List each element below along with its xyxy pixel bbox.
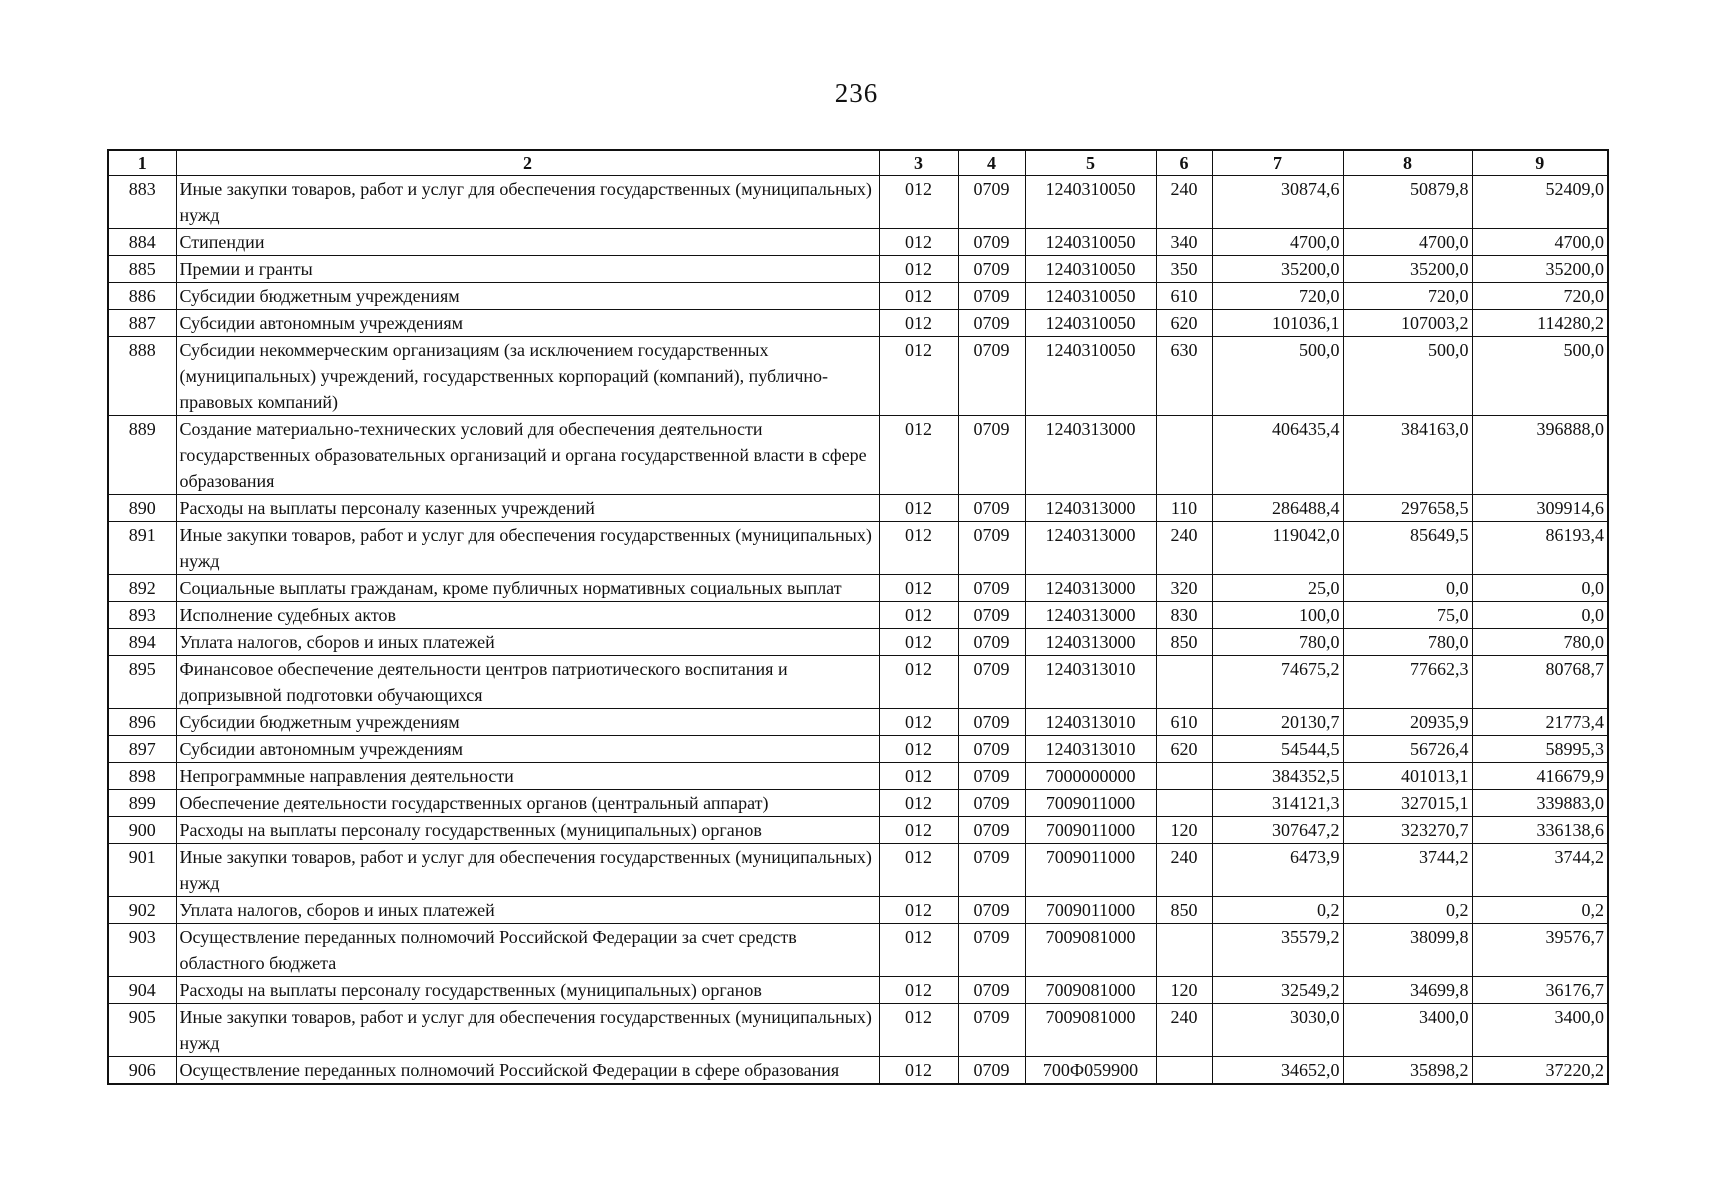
target-article-cell: 1240310050 (1025, 310, 1156, 337)
target-article-cell: 1240313000 (1025, 416, 1156, 495)
expense-type-cell: 620 (1156, 310, 1212, 337)
table-row (108, 790, 1608, 817)
target-article-cell: 7009011000 (1025, 817, 1156, 844)
ministry-code-cell: 012 (879, 924, 958, 977)
amount-col-9-cell: 114280,2 (1472, 310, 1608, 337)
amount-col-9-cell: 0,0 (1472, 602, 1608, 629)
description-cell: Создание материально-технических условий для обеспечения деятельности государственных образовательных организаций и органа государственной власти в сфере образования (176, 416, 879, 495)
header-col-9: 9 (1472, 150, 1608, 176)
description-cell: Премии и гранты (176, 256, 879, 283)
amount-col-7-cell: 4700,0 (1212, 229, 1343, 256)
expense-type-cell: 620 (1156, 736, 1212, 763)
expense-type-cell: 830 (1156, 602, 1212, 629)
amount-col-9-cell: 80768,7 (1472, 656, 1608, 709)
budget-table (107, 149, 1609, 1085)
amount-col-9-cell: 0,0 (1472, 575, 1608, 602)
ministry-code-cell: 012 (879, 656, 958, 709)
amount-col-9-cell: 36176,7 (1472, 977, 1608, 1004)
header-col-7: 7 (1212, 150, 1343, 176)
section-code-cell: 0709 (958, 656, 1025, 709)
amount-col-7-cell: 119042,0 (1212, 522, 1343, 575)
amount-col-7-cell: 25,0 (1212, 575, 1343, 602)
table-row (108, 897, 1608, 924)
section-code-cell: 0709 (958, 283, 1025, 310)
expense-type-cell: 120 (1156, 817, 1212, 844)
amount-col-8-cell: 50879,8 (1343, 176, 1472, 229)
amount-col-8-cell: 34699,8 (1343, 977, 1472, 1004)
table-row (108, 709, 1608, 736)
ministry-code-cell: 012 (879, 629, 958, 656)
ministry-code-cell: 012 (879, 709, 958, 736)
amount-col-8-cell: 500,0 (1343, 337, 1472, 416)
amount-col-7-cell: 35200,0 (1212, 256, 1343, 283)
table-row (108, 416, 1608, 495)
amount-col-8-cell: 20935,9 (1343, 709, 1472, 736)
description-cell: Иные закупки товаров, работ и услуг для обеспечения государственных (муниципальных) нужд (176, 844, 879, 897)
amount-col-7-cell: 314121,3 (1212, 790, 1343, 817)
amount-col-8-cell: 77662,3 (1343, 656, 1472, 709)
ministry-code-cell: 012 (879, 897, 958, 924)
row-number-cell: 895 (108, 656, 176, 709)
target-article-cell: 1240313000 (1025, 495, 1156, 522)
target-article-cell: 1240310050 (1025, 176, 1156, 229)
description-cell: Расходы на выплаты персоналу государственных (муниципальных) органов (176, 977, 879, 1004)
amount-col-9-cell: 416679,9 (1472, 763, 1608, 790)
table-row (108, 817, 1608, 844)
ministry-code-cell: 012 (879, 416, 958, 495)
amount-col-7-cell: 32549,2 (1212, 977, 1343, 1004)
ministry-code-cell: 012 (879, 602, 958, 629)
amount-col-9-cell: 3744,2 (1472, 844, 1608, 897)
section-code-cell: 0709 (958, 817, 1025, 844)
section-code-cell: 0709 (958, 310, 1025, 337)
amount-col-8-cell: 107003,2 (1343, 310, 1472, 337)
amount-col-8-cell: 0,2 (1343, 897, 1472, 924)
amount-col-7-cell: 500,0 (1212, 337, 1343, 416)
amount-col-9-cell: 52409,0 (1472, 176, 1608, 229)
expense-type-cell: 240 (1156, 844, 1212, 897)
target-article-cell: 7009081000 (1025, 924, 1156, 977)
target-article-cell: 1240313010 (1025, 656, 1156, 709)
amount-col-9-cell: 396888,0 (1472, 416, 1608, 495)
target-article-cell: 1240313000 (1025, 602, 1156, 629)
target-article-cell: 1240313000 (1025, 575, 1156, 602)
header-col-4: 4 (958, 150, 1025, 176)
ministry-code-cell: 012 (879, 310, 958, 337)
section-code-cell: 0709 (958, 977, 1025, 1004)
amount-col-8-cell: 75,0 (1343, 602, 1472, 629)
amount-col-8-cell: 0,0 (1343, 575, 1472, 602)
amount-col-7-cell: 34652,0 (1212, 1057, 1343, 1085)
table-row (108, 656, 1608, 709)
description-cell: Непрограммные направления деятельности (176, 763, 879, 790)
amount-col-9-cell: 309914,6 (1472, 495, 1608, 522)
row-number-cell: 889 (108, 416, 176, 495)
row-number-cell: 902 (108, 897, 176, 924)
table-body (108, 176, 1608, 1085)
description-cell: Финансовое обеспечение деятельности центров патриотического воспитания и допризывной подготовки обучающихся (176, 656, 879, 709)
amount-col-7-cell: 20130,7 (1212, 709, 1343, 736)
amount-col-7-cell: 100,0 (1212, 602, 1343, 629)
table-row (108, 337, 1608, 416)
amount-col-7-cell: 780,0 (1212, 629, 1343, 656)
amount-col-9-cell: 21773,4 (1472, 709, 1608, 736)
row-number-cell: 894 (108, 629, 176, 656)
table-row (108, 310, 1608, 337)
amount-col-9-cell: 58995,3 (1472, 736, 1608, 763)
expense-type-cell: 610 (1156, 709, 1212, 736)
amount-col-8-cell: 38099,8 (1343, 924, 1472, 977)
header-col-1: 1 (108, 150, 176, 176)
amount-col-9-cell: 780,0 (1472, 629, 1608, 656)
amount-col-9-cell: 37220,2 (1472, 1057, 1608, 1085)
target-article-cell: 1240310050 (1025, 337, 1156, 416)
amount-col-9-cell: 35200,0 (1472, 256, 1608, 283)
description-cell: Исполнение судебных актов (176, 602, 879, 629)
header-col-6: 6 (1156, 150, 1212, 176)
section-code-cell: 0709 (958, 629, 1025, 656)
amount-col-9-cell: 0,2 (1472, 897, 1608, 924)
amount-col-8-cell: 56726,4 (1343, 736, 1472, 763)
expense-type-cell: 240 (1156, 1004, 1212, 1057)
amount-col-9-cell: 3400,0 (1472, 1004, 1608, 1057)
amount-col-8-cell: 35200,0 (1343, 256, 1472, 283)
amount-col-7-cell: 406435,4 (1212, 416, 1343, 495)
expense-type-cell: 120 (1156, 977, 1212, 1004)
expense-type-cell (1156, 790, 1212, 817)
section-code-cell: 0709 (958, 337, 1025, 416)
ministry-code-cell: 012 (879, 229, 958, 256)
header-col-8: 8 (1343, 150, 1472, 176)
amount-col-9-cell: 339883,0 (1472, 790, 1608, 817)
row-number-cell: 893 (108, 602, 176, 629)
amount-col-7-cell: 720,0 (1212, 283, 1343, 310)
amount-col-8-cell: 780,0 (1343, 629, 1472, 656)
description-cell: Субсидии автономным учреждениям (176, 736, 879, 763)
description-cell: Иные закупки товаров, работ и услуг для обеспечения государственных (муниципальных) нужд (176, 176, 879, 229)
amount-col-7-cell: 3030,0 (1212, 1004, 1343, 1057)
ministry-code-cell: 012 (879, 176, 958, 229)
amount-col-7-cell: 286488,4 (1212, 495, 1343, 522)
section-code-cell: 0709 (958, 495, 1025, 522)
description-cell: Субсидии бюджетным учреждениям (176, 283, 879, 310)
description-cell: Социальные выплаты гражданам, кроме публичных нормативных социальных выплат (176, 575, 879, 602)
section-code-cell: 0709 (958, 522, 1025, 575)
description-cell: Иные закупки товаров, работ и услуг для обеспечения государственных (муниципальных) нужд (176, 1004, 879, 1057)
section-code-cell: 0709 (958, 736, 1025, 763)
section-code-cell: 0709 (958, 602, 1025, 629)
table-row (108, 283, 1608, 310)
description-cell: Стипендии (176, 229, 879, 256)
expense-type-cell: 630 (1156, 337, 1212, 416)
target-article-cell: 7009081000 (1025, 1004, 1156, 1057)
table-row (108, 977, 1608, 1004)
target-article-cell: 700Ф059900 (1025, 1057, 1156, 1085)
description-cell: Уплата налогов, сборов и иных платежей (176, 897, 879, 924)
amount-col-7-cell: 30874,6 (1212, 176, 1343, 229)
amount-col-9-cell: 86193,4 (1472, 522, 1608, 575)
row-number-cell: 897 (108, 736, 176, 763)
section-code-cell: 0709 (958, 790, 1025, 817)
target-article-cell: 1240310050 (1025, 229, 1156, 256)
section-code-cell: 0709 (958, 709, 1025, 736)
description-cell: Иные закупки товаров, работ и услуг для обеспечения государственных (муниципальных) нужд (176, 522, 879, 575)
section-code-cell: 0709 (958, 176, 1025, 229)
table-row (108, 763, 1608, 790)
amount-col-8-cell: 384163,0 (1343, 416, 1472, 495)
amount-col-9-cell: 336138,6 (1472, 817, 1608, 844)
section-code-cell: 0709 (958, 1004, 1025, 1057)
expense-type-cell (1156, 763, 1212, 790)
section-code-cell: 0709 (958, 575, 1025, 602)
amount-col-7-cell: 307647,2 (1212, 817, 1343, 844)
description-cell: Расходы на выплаты персоналу государственных (муниципальных) органов (176, 817, 879, 844)
amount-col-7-cell: 54544,5 (1212, 736, 1343, 763)
amount-col-8-cell: 327015,1 (1343, 790, 1472, 817)
header-col-3: 3 (879, 150, 958, 176)
page-number: 236 (834, 78, 879, 108)
table-row (108, 1057, 1608, 1085)
expense-type-cell (1156, 416, 1212, 495)
amount-col-8-cell: 35898,2 (1343, 1057, 1472, 1085)
ministry-code-cell: 012 (879, 337, 958, 416)
row-number-cell: 903 (108, 924, 176, 977)
description-cell: Субсидии некоммерческим организациям (за исключением государственных (муниципальных) учреждений, государственных корпораций (компаний), публично-правовых компаний) (176, 337, 879, 416)
expense-type-cell: 320 (1156, 575, 1212, 602)
row-number-cell: 906 (108, 1057, 176, 1085)
table-row (108, 176, 1608, 229)
section-code-cell: 0709 (958, 924, 1025, 977)
section-code-cell: 0709 (958, 256, 1025, 283)
target-article-cell: 1240313000 (1025, 629, 1156, 656)
expense-type-cell: 350 (1156, 256, 1212, 283)
description-cell: Субсидии автономным учреждениям (176, 310, 879, 337)
row-number-cell: 900 (108, 817, 176, 844)
ministry-code-cell: 012 (879, 790, 958, 817)
section-code-cell: 0709 (958, 844, 1025, 897)
ministry-code-cell: 012 (879, 575, 958, 602)
expense-type-cell (1156, 1057, 1212, 1085)
table-row (108, 736, 1608, 763)
row-number-cell: 891 (108, 522, 176, 575)
table-row (108, 844, 1608, 897)
row-number-cell: 885 (108, 256, 176, 283)
section-code-cell: 0709 (958, 416, 1025, 495)
amount-col-7-cell: 384352,5 (1212, 763, 1343, 790)
amount-col-8-cell: 85649,5 (1343, 522, 1472, 575)
expense-type-cell: 340 (1156, 229, 1212, 256)
target-article-cell: 1240313000 (1025, 522, 1156, 575)
amount-col-7-cell: 0,2 (1212, 897, 1343, 924)
description-cell: Расходы на выплаты персоналу казенных учреждений (176, 495, 879, 522)
table-row (108, 495, 1608, 522)
description-cell: Уплата налогов, сборов и иных платежей (176, 629, 879, 656)
target-article-cell: 1240310050 (1025, 256, 1156, 283)
amount-col-9-cell: 4700,0 (1472, 229, 1608, 256)
expense-type-cell: 850 (1156, 897, 1212, 924)
header-row (108, 150, 1608, 176)
ministry-code-cell: 012 (879, 977, 958, 1004)
row-number-cell: 904 (108, 977, 176, 1004)
amount-col-8-cell: 720,0 (1343, 283, 1472, 310)
expense-type-cell: 610 (1156, 283, 1212, 310)
target-article-cell: 1240310050 (1025, 283, 1156, 310)
row-number-cell: 892 (108, 575, 176, 602)
ministry-code-cell: 012 (879, 256, 958, 283)
table-row (108, 229, 1608, 256)
row-number-cell: 899 (108, 790, 176, 817)
header-col-2: 2 (176, 150, 879, 176)
target-article-cell: 7009011000 (1025, 897, 1156, 924)
amount-col-7-cell: 74675,2 (1212, 656, 1343, 709)
row-number-cell: 896 (108, 709, 176, 736)
ministry-code-cell: 012 (879, 1057, 958, 1085)
row-number-cell: 884 (108, 229, 176, 256)
target-article-cell: 7009081000 (1025, 977, 1156, 1004)
description-cell: Осуществление переданных полномочий Российской Федерации в сфере образования (176, 1057, 879, 1085)
ministry-code-cell: 012 (879, 1004, 958, 1057)
ministry-code-cell: 012 (879, 736, 958, 763)
amount-col-9-cell: 720,0 (1472, 283, 1608, 310)
expense-type-cell: 240 (1156, 522, 1212, 575)
header-col-5: 5 (1025, 150, 1156, 176)
ministry-code-cell: 012 (879, 522, 958, 575)
section-code-cell: 0709 (958, 1057, 1025, 1085)
expense-type-cell (1156, 924, 1212, 977)
table-row (108, 602, 1608, 629)
section-code-cell: 0709 (958, 897, 1025, 924)
table-row (108, 256, 1608, 283)
amount-col-7-cell: 101036,1 (1212, 310, 1343, 337)
row-number-cell: 898 (108, 763, 176, 790)
section-code-cell: 0709 (958, 763, 1025, 790)
section-code-cell: 0709 (958, 229, 1025, 256)
amount-col-8-cell: 297658,5 (1343, 495, 1472, 522)
row-number-cell: 887 (108, 310, 176, 337)
amount-col-9-cell: 39576,7 (1472, 924, 1608, 977)
amount-col-8-cell: 3744,2 (1343, 844, 1472, 897)
table-row (108, 1004, 1608, 1057)
row-number-cell: 905 (108, 1004, 176, 1057)
amount-col-8-cell: 323270,7 (1343, 817, 1472, 844)
row-number-cell: 886 (108, 283, 176, 310)
target-article-cell: 7009011000 (1025, 790, 1156, 817)
description-cell: Субсидии бюджетным учреждениям (176, 709, 879, 736)
expense-type-cell: 240 (1156, 176, 1212, 229)
ministry-code-cell: 012 (879, 844, 958, 897)
expense-type-cell (1156, 656, 1212, 709)
table-row (108, 629, 1608, 656)
expense-type-cell: 110 (1156, 495, 1212, 522)
amount-col-9-cell: 500,0 (1472, 337, 1608, 416)
ministry-code-cell: 012 (879, 763, 958, 790)
table-row (108, 522, 1608, 575)
target-article-cell: 1240313010 (1025, 709, 1156, 736)
ministry-code-cell: 012 (879, 495, 958, 522)
amount-col-7-cell: 35579,2 (1212, 924, 1343, 977)
target-article-cell: 7009011000 (1025, 844, 1156, 897)
target-article-cell: 7000000000 (1025, 763, 1156, 790)
ministry-code-cell: 012 (879, 283, 958, 310)
row-number-cell: 888 (108, 337, 176, 416)
expense-type-cell: 850 (1156, 629, 1212, 656)
row-number-cell: 890 (108, 495, 176, 522)
row-number-cell: 883 (108, 176, 176, 229)
target-article-cell: 1240313010 (1025, 736, 1156, 763)
table-row (108, 924, 1608, 977)
table-row (108, 575, 1608, 602)
amount-col-8-cell: 401013,1 (1343, 763, 1472, 790)
row-number-cell: 901 (108, 844, 176, 897)
amount-col-8-cell: 4700,0 (1343, 229, 1472, 256)
ministry-code-cell: 012 (879, 817, 958, 844)
description-cell: Осуществление переданных полномочий Российской Федерации за счет средств областного бюджета (176, 924, 879, 977)
description-cell: Обеспечение деятельности государственных органов (центральный аппарат) (176, 790, 879, 817)
amount-col-7-cell: 6473,9 (1212, 844, 1343, 897)
amount-col-8-cell: 3400,0 (1343, 1004, 1472, 1057)
